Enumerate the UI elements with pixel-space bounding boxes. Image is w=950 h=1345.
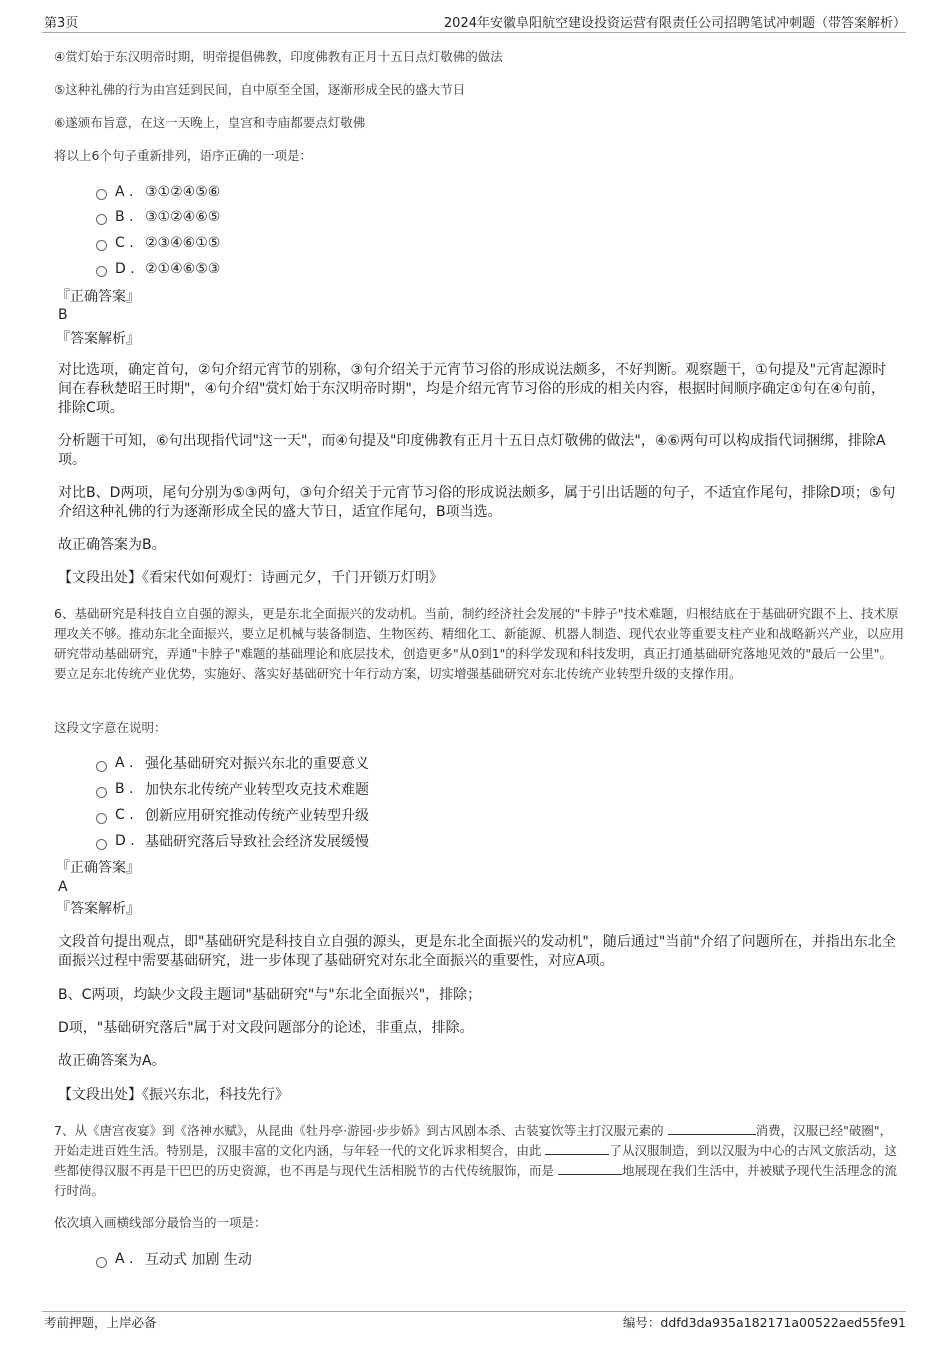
analysis-paragraph: 分析题干可知，⑥句出现指代词"这一天"，而④句提及"印度佛教有正月十五日点灯敬佛的做法"，④⑥两句可以构成指代词捆绑，排除A项。 <box>58 433 886 468</box>
footer-slogan: 考前押题，上岸必备 <box>44 1315 157 1330</box>
analysis-label: 『答案解析』 <box>56 901 140 917</box>
option-a[interactable] <box>96 183 220 200</box>
option-b[interactable] <box>96 208 220 225</box>
radio-icon[interactable] <box>96 240 107 251</box>
radio-icon[interactable] <box>96 266 107 277</box>
option-d[interactable] <box>96 260 220 277</box>
radio-icon[interactable] <box>96 1257 107 1268</box>
option-a[interactable] <box>96 753 369 773</box>
source-citation: 【文段出处】《振兴东北，科技先行》 <box>58 1087 289 1103</box>
footer-divider <box>42 1311 906 1312</box>
option-text: 强化基础研究对振兴东北的重要意义 <box>145 756 369 772</box>
analysis-label: 『答案解析』 <box>56 331 140 347</box>
radio-icon[interactable] <box>96 189 107 200</box>
source-citation: 【文段出处】《看宋代如何观灯：诗画元夕，千门开锁万灯明》 <box>58 570 443 586</box>
option-text: 基础研究落后导致社会经济发展缓慢 <box>145 834 369 850</box>
option-c[interactable] <box>96 234 220 251</box>
option-letter: A . <box>115 1251 134 1267</box>
answer-label: 『正确答案』 <box>56 860 140 876</box>
option-text: ②③④⑥①⑤ <box>145 234 221 251</box>
stem-text: 地展现在我们生活中，并被赋予现代生活理念的流行时尚。 <box>54 1163 897 1198</box>
header-divider <box>42 32 906 33</box>
radio-icon[interactable] <box>96 839 107 850</box>
option-text: 创新应用研究推动传统产业转型升级 <box>145 808 369 824</box>
option-letter: B . <box>115 781 134 797</box>
analysis-conclusion: 故正确答案为A。 <box>58 1053 166 1069</box>
option-text: ③①②④⑥⑤ <box>145 208 221 225</box>
option-letter: C . <box>115 807 134 823</box>
sentence-5: ⑤这种礼佛的行为由宫廷到民间，自中原至全国，逐渐形成全民的盛大节日 <box>54 82 466 97</box>
analysis-paragraph: 对比选项，确定首句，②句介绍元宵节的别称，③句介绍关于元宵节习俗的形成说法颇多，不好判断。观察题干，①句提及"元宵起源时间在春秋楚昭王时期"，④句介绍"赏灯始于东汉明帝时期"，均是介绍元宵节习俗的形成的相关内容，根据时间顺序确定①句在④句前，排除C项。 <box>58 362 887 416</box>
stem-text: 7、从《唐宫夜宴》到《洛神水赋》，从昆曲《牡丹亭·游园·步步娇》到古风剧本杀、古装宴饮等主打汉服元素的 <box>54 1123 668 1138</box>
option-letter: C . <box>115 234 134 251</box>
radio-icon[interactable] <box>96 813 107 824</box>
radio-icon[interactable] <box>96 787 107 798</box>
fill-blank-1 <box>668 1122 756 1135</box>
option-text: ②①④⑥⑤③ <box>145 260 221 277</box>
document-id: 编号：ddfd3da935a182171a00522aed55fe91 <box>622 1315 906 1330</box>
sentence-4: ④赏灯始于东汉明帝时期，明帝提倡佛教，印度佛教有正月十五日点灯敬佛的做法 <box>54 49 503 64</box>
option-b[interactable] <box>96 779 369 799</box>
option-d[interactable] <box>96 831 369 851</box>
analysis-paragraph: 对比B、D两项，尾句分别为⑤③两句，③句介绍关于元宵节习俗的形成说法颇多，属于引出话题的句子，不适宜作尾句，排除D项；⑤句介绍这种礼佛的行为逐渐形成全民的盛大节日，适宜作尾句，B项当选。 <box>58 485 896 520</box>
page-number: 第3页 <box>44 16 79 31</box>
question-prompt: 依次填入画横线部分最恰当的一项是： <box>54 1215 267 1230</box>
option-a[interactable] <box>96 1249 252 1269</box>
option-letter: D . <box>115 833 135 849</box>
option-c[interactable] <box>96 805 369 825</box>
question-stem: 6、基础研究是科技自立自强的源头，更是东北全面振兴的发动机。当前，制约经济社会发展的"卡脖子"技术难题，归根结底在于基础研究跟不上、技术原理攻关不够。推动东北全面振兴，要立足机械与装备制造、生物医药、精细化工、新能源、机器人制造、现代农业等重要支柱产业和战略新兴产业，以应用研究带动基础研究，弄通"卡脖子"难题的基础理论和底层技术，创造更多"从0到1"的科学发现和科技发明，真正打通基础研究落地见效的"最后一公里"。要立足东北传统产业优势，实施好、落实好基础研究十年行动方案，切实增强基础研究对东北传统产业转型升级的支撑作用。 <box>54 606 905 681</box>
option-text: ③①②④⑤⑥ <box>145 183 221 200</box>
option-letter: B . <box>115 208 134 225</box>
question-prompt: 这段文字意在说明： <box>54 720 167 735</box>
analysis-paragraph: D项，"基础研究落后"属于对文段问题部分的论述，非重点，排除。 <box>58 1020 474 1036</box>
radio-icon[interactable] <box>96 761 107 772</box>
answer-label: 『正确答案』 <box>56 289 140 305</box>
answer-value: A <box>58 879 68 895</box>
document-title: 2024年安徽阜阳航空建设投资运营有限责任公司招聘笔试冲刺题（带答案解析） <box>443 16 906 31</box>
radio-icon[interactable] <box>96 214 107 225</box>
option-letter: A . <box>115 755 134 771</box>
analysis-paragraph: B、C两项，均缺少文段主题词"基础研究"与"东北全面振兴"，排除； <box>58 987 482 1003</box>
fill-blank-2 <box>545 1142 609 1155</box>
stem-text: 了从汉服制造，到以汉服为中心的古风文旅活动，这些都使得汉服不再是干巴巴的历史资源，也不再是与现代生活相脱节的古代传统服饰，而是 <box>54 1143 897 1178</box>
option-letter: A . <box>115 183 134 200</box>
option-letter: D . <box>115 260 135 277</box>
analysis-conclusion: 故正确答案为B。 <box>58 537 166 553</box>
option-text: 互动式 加剧 生动 <box>145 1252 252 1268</box>
option-text: 加快东北传统产业转型攻克技术难题 <box>145 782 369 798</box>
stem-text: 消费，汉服已经"破圈"，开始走进百姓生活。特别是，汉服丰富的文化内涵，与年轻一代的文化诉求相契合，由此 <box>54 1123 893 1158</box>
question-stem <box>54 1121 904 1201</box>
fill-blank-3 <box>558 1162 622 1175</box>
sentence-6: ⑥遂颁布旨意，在这一天晚上，皇宫和寺庙都要点灯敬佛 <box>54 115 366 130</box>
analysis-paragraph: 文段首句提出观点，即"基础研究是科技自立自强的源头，更是东北全面振兴的发动机"，随后通过"当前"介绍了问题所在，并指出东北全面振兴过程中需要基础研究，进一步体现了基础研究对东北全面振兴的重要性，对应A项。 <box>58 934 896 969</box>
answer-value: B <box>58 307 68 323</box>
question-prompt: 将以上6个句子重新排列，语序正确的一项是： <box>54 148 312 163</box>
